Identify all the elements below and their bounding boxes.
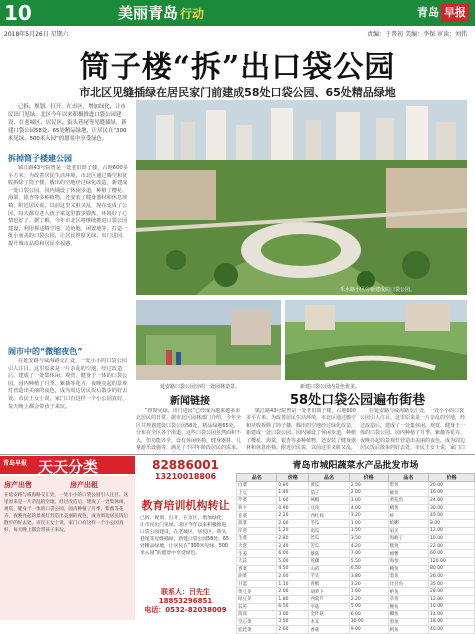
paper-logo-text: 青岛 — [417, 6, 439, 19]
table-cell: 3.80 — [349, 573, 388, 581]
table-cell: 1.60 — [349, 588, 388, 596]
table-row — [237, 626, 475, 634]
table-cell: 螃蟹 — [388, 550, 428, 558]
table-cell: 茼蒿 — [237, 611, 277, 619]
ad-edu-title: 教育培训机构转让 — [141, 499, 230, 512]
table-cell: 12.00 — [429, 595, 475, 603]
table-cell: 鲫鱼 — [388, 611, 428, 619]
table-cell: 4.20 — [349, 542, 388, 550]
table-cell: 0.80 — [277, 482, 309, 490]
table-row — [237, 535, 475, 543]
col-header: 价格 — [277, 474, 309, 482]
table-cell: 45.00 — [429, 512, 475, 520]
table-cell: 甘蓝 — [237, 580, 277, 588]
table-cell: 5.50 — [349, 557, 388, 565]
table-cell: 木耳 — [309, 618, 349, 626]
table-row — [237, 580, 475, 588]
market-table-body — [237, 482, 475, 634]
table-cell: 蒜苔 — [237, 603, 277, 611]
table-cell: 0.90 — [277, 504, 309, 512]
table-cell: 韭菜 — [237, 512, 277, 520]
ad-edu-contact: 联系人：吕先生 — [161, 588, 210, 596]
ad-house-sale: 房产出售 — [4, 481, 32, 489]
page-number: 10 — [4, 1, 32, 25]
table-cell: 鲅鱼 — [388, 489, 428, 497]
col-header: 品名 — [309, 474, 349, 482]
table-cell: 3.00 — [277, 611, 309, 619]
aerial-photo-image — [136, 100, 467, 295]
table-cell: 西葫芦 — [309, 595, 349, 603]
subsection-title-1: 拆掉筒子楼建公园 — [8, 154, 72, 163]
table-cell: 青椒 — [309, 580, 349, 588]
classified-title: 天天分类 — [38, 458, 99, 476]
table-cell: 生姜 — [237, 550, 277, 558]
table-row — [237, 489, 475, 497]
photo3-caption: 新建口袋公园内景色优美。 — [300, 384, 361, 390]
table-cell: 35.00 — [429, 580, 475, 588]
table-cell: 山药 — [309, 565, 349, 573]
table-cell: 蘑菇 — [309, 550, 349, 558]
table-row — [237, 512, 475, 520]
table-cell: 莲藕 — [309, 557, 349, 565]
table-cell: 大蒜 — [237, 557, 277, 565]
table-cell: 白菜 — [237, 482, 277, 490]
table-cell: 海参 — [388, 557, 428, 565]
table-row — [237, 595, 475, 603]
table-cell: 黄瓜 — [309, 482, 349, 490]
main-subhead: 市北区见缝插绿在居民家门前建成58处口袋公园、65处精品绿地 — [79, 86, 396, 99]
table-row — [237, 504, 475, 512]
table-cell: 2.80 — [277, 535, 309, 543]
section-subtitle: 行动 — [180, 7, 205, 21]
table-cell: 丝瓜 — [309, 535, 349, 543]
lead-paragraph: 已拆、规划、打开，在市区，增加绿化，让市民出门见绿。北区今年以来积极推进口袋公园建设，在老城区、居民区、街头巷尾等见缝插绿，新建口袋公园58处、65处精品绿地，让居民在“300米见绿、500米入园”的愿景中享受绿色。 — [8, 104, 127, 142]
table-cell: 2.00 — [277, 573, 309, 581]
table-cell: 鲍鱼 — [388, 565, 428, 573]
table-row — [237, 519, 475, 527]
table-cell: 20.00 — [429, 482, 475, 490]
education-ad — [137, 456, 234, 620]
table-cell: 6.50 — [349, 565, 388, 573]
table-cell: 茄子 — [309, 489, 349, 497]
table-cell: 扇贝 — [388, 527, 428, 535]
editor-credits: 责编：于普初 美编：李保 审读：刘伟 — [367, 31, 467, 38]
table-cell: 16.00 — [429, 489, 475, 497]
table-cell: 10.00 — [429, 535, 475, 543]
pavilion-photo — [136, 300, 281, 380]
secondary-headline: 58处口袋公园遍布街巷 — [290, 393, 426, 408]
table-cell: 辣椒 — [309, 497, 349, 505]
table-cell: 空心菜 — [237, 618, 277, 626]
table-cell: 洋葱 — [237, 527, 277, 535]
ad-edu-mobile: 电话：0532-82038009 — [144, 606, 227, 614]
table-cell: 4.50 — [277, 565, 309, 573]
col-header: 品名 — [388, 474, 428, 482]
table-cell: 香菇 — [309, 626, 349, 634]
table-cell: 黑鱼 — [388, 618, 428, 626]
table-cell: 5.00 — [277, 557, 309, 565]
table-cell: 40.00 — [429, 626, 475, 634]
section-title — [118, 3, 204, 23]
table-cell: 3.50 — [349, 535, 388, 543]
table-cell: 鲤鱼 — [388, 603, 428, 611]
table-cell: 5.00 — [349, 603, 388, 611]
table-cell: 1.20 — [277, 527, 309, 535]
news-link-body-col3: 在延安路与威海路交汇处，一处小小的口袋公园引人注目。这里原来是一片杂乱的空地，经过改造后，建成了一处集休闲、观赏、健身于一体的口袋公园。园内种植了月季、紫薇等花卉，夜晚亮起的景观灯营造出美丽的夜色，成为周边居民饭后散步的好去处。市民王女士说，家门口 — [360, 408, 466, 452]
table-cell: 蛤蜊 — [388, 519, 428, 527]
table-cell: 南瓜 — [309, 527, 349, 535]
section-title-text: 美丽青岛 — [118, 4, 179, 22]
ad-phone-1: 82886001 — [152, 458, 219, 472]
col-header: 价格 — [349, 474, 388, 482]
table-cell: 14.00 — [429, 611, 475, 619]
table-cell: 芋头 — [309, 573, 349, 581]
news-link-body-col1: “推窗见绿、出门进园”已经成为越来越多市北居民的日常。据市北区园林部门介绍，今年全区共规划建设口袋公园58处，精品绿地65处，分布在全区各个街道。这些口袋公园虽然面积不大，但功能齐全，设有休闲座椅、健身器材、儿童游乐设施等，满足了不同年龄段居民的需求。 — [136, 408, 241, 452]
main-headline: 筒子楼“拆”出口袋公园 — [79, 50, 396, 85]
body-paragraph-2: 在延安路与威海路交汇处，一处小小的口袋公园引人注目。这里原来是一片杂乱的空地，经过改造后，建成了一处集休闲、观赏、健身于一体的口袋公园。园内种植了月季、紫薇等花卉，夜晚亮起的景观灯营造出美丽的夜色，成为周边居民饭后散步的好去处。市民王女士说，家门口有这样一个小公园真好，每天晚上都会带孩子来玩。 — [8, 358, 128, 410]
photo2-caption: 延安路口袋公园旁的一处园林造景。 — [160, 384, 241, 390]
news-link-label: 新闻链接 — [170, 396, 210, 407]
table-cell: 1.60 — [277, 497, 309, 505]
table-cell: 1.40 — [277, 489, 309, 497]
table-row — [237, 588, 475, 596]
table-cell: 3.20 — [349, 512, 388, 520]
table-cell: 80.00 — [429, 565, 475, 573]
photo1-caption: 乐水路小区旁新建成的口袋公园。 — [340, 287, 416, 293]
table-cell: 墨鱼 — [388, 573, 428, 581]
table-cell: 2.20 — [349, 595, 388, 603]
table-cell: 黄花鱼 — [388, 497, 428, 505]
paper-logo — [389, 4, 469, 22]
table-row — [237, 482, 475, 490]
table-header-row — [237, 474, 475, 482]
table-cell: 海蛎子 — [388, 535, 428, 543]
pavilion-photo-image — [136, 300, 281, 380]
classified-ads-text: 在延安路与威海路交汇处，一处小小的口袋公园引人注目。这里原来是一片杂乱的空地，经过改造后，建成了一处集休闲、观赏、健身于一体的口袋公园。园内种植了月季、紫薇等花卉，夜晚亮起的景观灯营造出美丽的夜色，成为周边居民饭后散步的好去处。市民王女士说，家门口有这样一个小公园真好，每天晚上都会带孩子来玩。 — [4, 493, 129, 533]
body-paragraph-1: 镇江路43号院曾是一处老旧筒子楼，占地600多平方米。为改善居民生活环境，市北区通过腾空和征收拆除了筒子楼，腾出的空地经过绿化改造，新建成一处口袋公园。园内铺设了休闲步道，种植了樱花、海棠、银杏等多种植物，还安装了健身器材和休息座椅。附近居民说，以前这里又脏又乱，现在变成了公园，每天都有老人孩子来这里散步锻炼，环境好了心情也好了。据了解，今年市北区将继续推进口袋公园建设，利用拆违腾空地、边角地、闲置地等，打造一批小而美的口袋公园，让居民推窗见绿、出门进园，提升城市品质和居民幸福感。 — [8, 165, 128, 247]
garden-photo-image — [285, 300, 467, 380]
table-cell: 大葱 — [237, 542, 277, 550]
table-row — [237, 611, 475, 619]
table-cell: 12.00 — [429, 527, 475, 535]
table-cell: 菠菜 — [237, 519, 277, 527]
table-cell: 8.00 — [429, 519, 475, 527]
table-cell: 9.00 — [349, 626, 388, 634]
table-cell: 6.00 — [349, 611, 388, 619]
table-cell: 7.00 — [349, 550, 388, 558]
table-cell: 24.00 — [429, 497, 475, 505]
table-cell: 26.00 — [429, 573, 475, 581]
table-cell: 鳕鱼 — [388, 626, 428, 634]
table-cell: 油菜 — [237, 573, 277, 581]
garden-photo — [285, 300, 467, 380]
table-row — [237, 573, 475, 581]
table-row — [237, 497, 475, 505]
table-cell: 3.20 — [349, 580, 388, 588]
table-cell: 草鱼 — [388, 595, 428, 603]
table-cell: 黄豆芽 — [237, 588, 277, 596]
table-cell: 胡萝卜 — [309, 588, 349, 596]
table-cell: 鱿鱼 — [388, 542, 428, 550]
table-row — [237, 550, 475, 558]
table-cell: 1.00 — [349, 519, 388, 527]
table-cell: 60.00 — [429, 550, 475, 558]
table-cell: 娃娃菜 — [237, 626, 277, 634]
table-cell: 芹菜 — [237, 497, 277, 505]
market-price-table — [236, 473, 475, 634]
table-row — [237, 527, 475, 535]
table-cell: 绿豆芽 — [237, 595, 277, 603]
table-cell: 120.00 — [429, 557, 475, 565]
table-cell: 28.00 — [429, 588, 475, 596]
subsection-title-2: 闹市中的“微缩夜色” — [8, 347, 83, 356]
table-cell: 土豆 — [237, 489, 277, 497]
date-line: 2018年5月26日 星期六 — [4, 31, 69, 38]
table-row — [237, 618, 475, 626]
table-cell: 2.00 — [277, 588, 309, 596]
table-cell: 1.10 — [277, 580, 309, 588]
paper-logo-box: 早报 — [441, 4, 469, 22]
table-cell: 带鱼 — [388, 482, 428, 490]
table-cell: 4.00 — [349, 504, 388, 512]
table-cell: 萝卜 — [237, 504, 277, 512]
aerial-park-photo — [136, 100, 467, 295]
table-cell: 2.40 — [277, 542, 309, 550]
table-cell: 18.00 — [429, 618, 475, 626]
ad-edu-body: 已拆、规划、打开，在市区，增加绿化，让市民出门见绿。北区今年以来积极推进口袋公园建设，在老城区、居民区、街头巷尾等见缝插绿，新建口袋公园58处、65处精品绿地，让居民在“300米见绿、500米入园”的愿景中享受绿色。 — [140, 516, 229, 556]
table-row — [237, 603, 475, 611]
market-price-section — [236, 456, 475, 633]
market-title: 青岛市城阳蔬菜水产品批发市场 — [292, 461, 419, 471]
table-cell: 比目鱼 — [388, 580, 428, 588]
table-row — [237, 565, 475, 573]
table-cell: 3.50 — [277, 618, 309, 626]
table-cell: 6.50 — [277, 603, 309, 611]
ad-house-rent: 房产出租 — [70, 481, 98, 489]
table-cell: 苦瓜 — [309, 542, 349, 550]
table-row — [237, 557, 475, 565]
table-cell: 22.00 — [429, 542, 475, 550]
table-cell: 2.20 — [277, 512, 309, 520]
table-cell: 西红柿 — [309, 512, 349, 520]
classified-brand: 青岛早报 — [3, 460, 28, 467]
col-header: 价格 — [429, 474, 475, 482]
table-cell: 香菜 — [237, 565, 277, 573]
table-cell: 2.00 — [349, 489, 388, 497]
table-cell: 2.00 — [277, 519, 309, 527]
table-cell: 2.50 — [349, 482, 388, 490]
ad-edu-phone: 18853296851 — [158, 597, 213, 605]
table-cell: 虾 — [388, 512, 428, 520]
table-cell: 鲈鱼 — [388, 588, 428, 596]
ad-phone-2: 13210018806 — [154, 472, 217, 481]
table-cell: 冬瓜 — [309, 519, 349, 527]
table-cell: 鲳鱼 — [388, 504, 428, 512]
table-cell: 30.00 — [349, 618, 388, 626]
table-cell: 6.00 — [277, 550, 309, 558]
col-header: 品名 — [237, 474, 277, 482]
table-cell: 金针菇 — [309, 611, 349, 619]
table-cell: 1.80 — [277, 595, 309, 603]
ad-divider — [0, 454, 475, 455]
table-cell: 2.60 — [277, 626, 309, 634]
ad-edu-contact-row — [137, 587, 234, 605]
table-cell: 1.50 — [349, 527, 388, 535]
table-cell: 豆角 — [309, 504, 349, 512]
table-cell: 10.00 — [429, 603, 475, 611]
table-cell: 生菜 — [237, 535, 277, 543]
news-link-body-col2: 镇江路43号院曾是一处老旧筒子楼，占地600多平方米。为改善居民生活环境，市北区通过腾空和征收拆除了筒子楼，腾出的空地经过绿化改造，新建成一处口袋公园。园内铺设了休闲步道，种植了樱花、海棠、银杏等多种植物，还安装了健身器材和休息座椅。附近居民说，以前这里又脏又乱， — [246, 408, 356, 452]
table-cell: 30.00 — [429, 504, 475, 512]
table-cell: 3.00 — [349, 497, 388, 505]
table-row — [237, 542, 475, 550]
table-cell: 平菇 — [309, 603, 349, 611]
